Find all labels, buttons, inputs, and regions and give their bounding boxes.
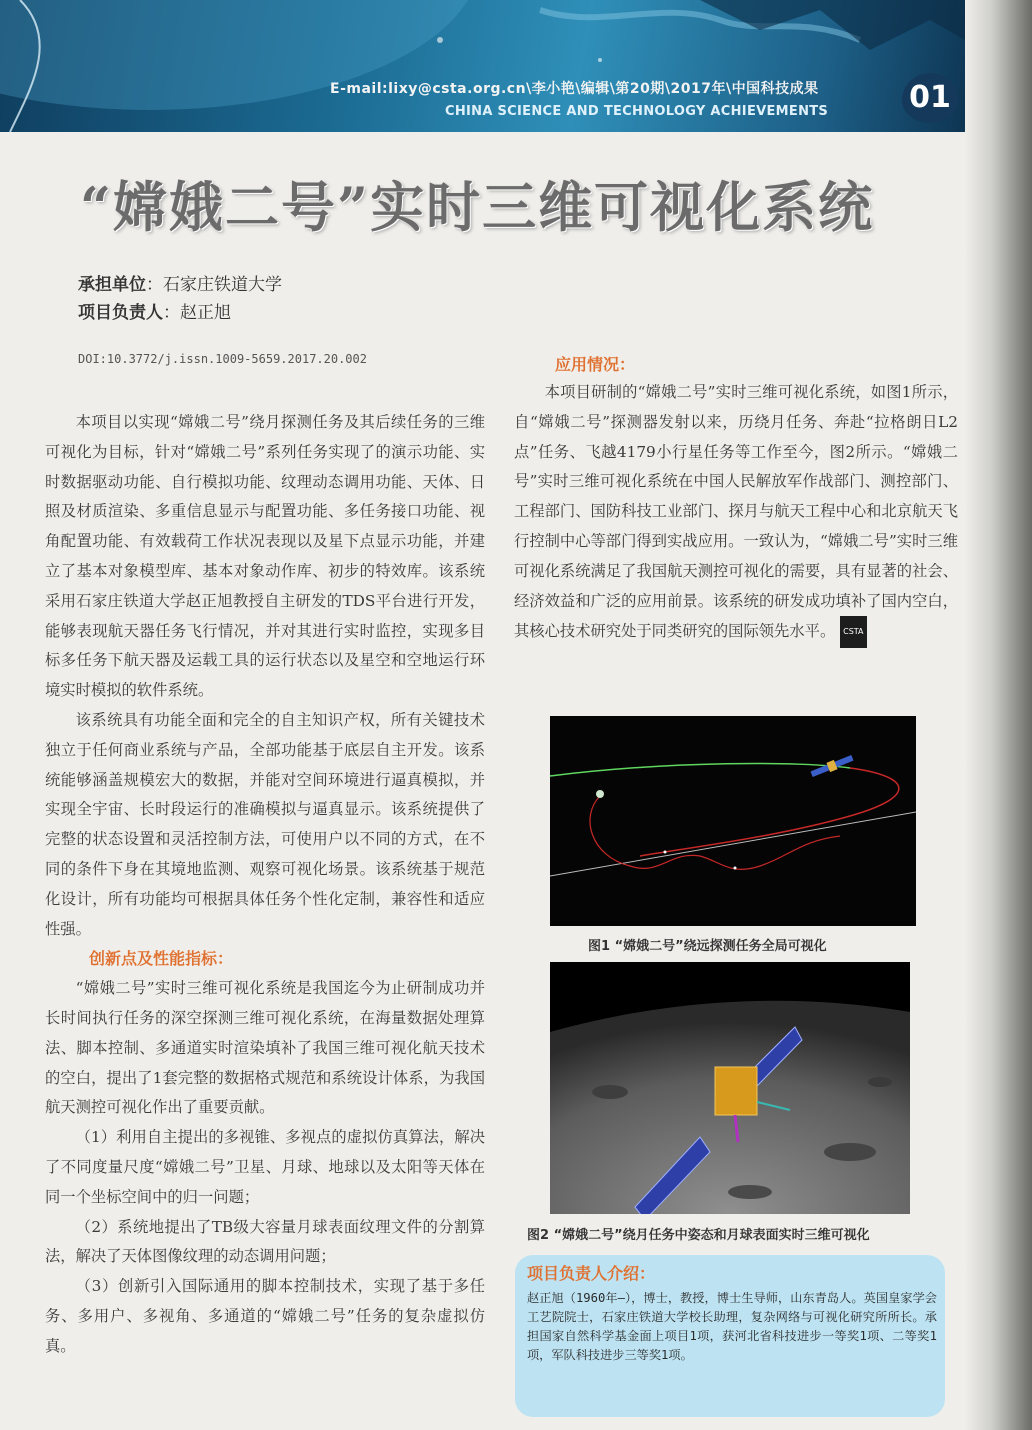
figure-2-caption: 图2 “嫦娥二号”绕月任务中姿态和月球表面实时三维可视化	[527, 1228, 870, 1243]
leader-line	[78, 298, 231, 323]
separator: ：	[146, 275, 163, 295]
unit-value: 石家庄铁道大学	[163, 275, 282, 295]
separator: ：	[163, 303, 180, 323]
paragraph: （3）创新引入国际通用的脚本控制技术，实现了基于多任务、多用户、多视角、多通道的“嫦娥二号”任务的复杂虚拟仿真。	[45, 1277, 485, 1355]
paragraph-text: 本项目研制的“嫦娥二号”实时三维可视化系统，如图1所示，自“嫦娥二号”探测器发射以来，历绕月任务、奔赴“拉格朗日L2点”任务、飞越4179小行星任务等工作至今，图2所示。“嫦娥二号”实时三维可视化系统在中国人民解放军作战部门、测控部门、工程部门、国防科技工业部门、探月与航天工程中心和北京航天飞行控制中心等部门得到实战应用。一致认为，“嫦娥二号”实时三维可视化系统满足了我国航天测控可视化的需要，具有显著的社会、经济效益和广泛的应用前景。该系统的研发成功填补了国内空白，其核心技术研究处于同类研究的国际领先水平。	[514, 383, 958, 641]
paragraph: 本项目以实现“嫦娥二号”绕月探测任务及其后续任务的三维可视化为目标，针对“嫦娥二号”系列任务实现了的演示功能、实时数据驱动功能、自行模拟功能、纹理动态调用功能、天体、日照及材质渲染、多重信息显示与配置功能、多任务接口功能、视角配置功能、有效载荷工作状况表现以及星下点显示功能，并建立了基本对象模型库、基本对象动作库、初步的特效库。该系统采用石家庄铁道大学赵正旭教授自主研发的TDS平台进行开发，能够表现航天器任务飞行情况，并对其进行实时监控，实现多目标多任务下航天器及运载工具的运行状态以及星空和空地运行环境实时模拟的软件系统。	[45, 413, 485, 700]
section-heading-application: 应用情况：	[555, 355, 636, 374]
leader-value: 赵正旭	[180, 303, 231, 323]
satellite-moon-graphic	[550, 962, 910, 1214]
page-edge-shadow	[965, 0, 1032, 1430]
figure-1-caption: 图1 “嫦娥二号”绕远探测任务全局可视化	[588, 939, 827, 954]
paragraph	[514, 378, 958, 648]
right-column	[514, 378, 958, 648]
page-number-badge: 01	[902, 73, 958, 123]
section-heading-innovation: 创新点及性能指标：	[89, 949, 234, 969]
paragraph: （1）利用自主提出的多视锥、多视点的虚拟仿真算法，解决了不同度量尺度“嫦娥二号”卫星、月球、地球以及太阳等天体在同一个坐标空间中的归一问题；	[45, 1128, 485, 1206]
journal-english-title: CHINA SCIENCE AND TECHNOLOGY ACHIEVEMENTS	[445, 104, 829, 119]
figure-2-satellite-over-moon	[550, 962, 910, 1214]
left-column	[45, 408, 485, 1362]
leader-bio-box	[515, 1255, 945, 1417]
doi: DOI:10.3772/j.issn.1009-5659.2017.20.002	[78, 352, 367, 366]
paragraph: 该系统具有功能全面和完全的自主知识产权，所有关键技术独立于任何商业系统与产品，全部功能基于底层自主开发。该系统能够涵盖规模宏大的数据，并能对空间环境进行逼真模拟，并实现全宇宙、长时段运行的准确模拟与逼真显示。该系统提供了完整的状态设置和灵活控制方法，可使用户以不同的方式，在不同的条件下身在其境地监测、观察可视化场景。该系统基于规范化设计，所有功能均可根据具体任务个性化定制，兼容性和适应性强。	[45, 710, 485, 938]
bio-text: 赵正旭（1960年—），博士，教授，博士生导师，山东青岛人。英国皇家学会工艺院院士，石家庄铁道大学校长助理，复杂网络与可视化研究所所长。承担国家自然科学基金面上项目1项，获河北省科技进步一等奖1项、二等奖1项，军队科技进步三等奖1项。	[527, 1291, 937, 1362]
paragraph: （2）系统地提出了TB级大容量月球表面纹理文件的分割算法，解决了天体图像纹理的动态调用问题；	[45, 1217, 485, 1266]
leader-label: 项目负责人	[78, 303, 163, 323]
orbit-graphic	[550, 716, 916, 926]
unit-label: 承担单位	[78, 275, 146, 295]
csta-logo-mark: CSTA	[840, 616, 866, 648]
article-title: “嫦娥二号”实时三维可视化系统	[80, 175, 875, 239]
unit-line	[78, 270, 282, 295]
figure-1-orbit-visualization	[550, 716, 916, 926]
header-email-line: E-mail:lixy@csta.org.cn\李小艳\编辑\第20期\2017年\中国科技成果	[330, 81, 819, 97]
paragraph: “嫦娥二号”实时三维可视化系统是我国迄今为止研制成功并长时间执行任务的深空探测三维可视化系统，在海量数据处理算法、脚本控制、多通道实时渲染填补了我国三维可视化航天技术的空白，提出了1套完整的数据格式规范和系统设计体系，为我国航天测控可视化作出了重要贡献。	[45, 979, 485, 1117]
header-banner	[0, 0, 965, 132]
bio-heading: 项目负责人介绍：	[527, 1264, 656, 1283]
